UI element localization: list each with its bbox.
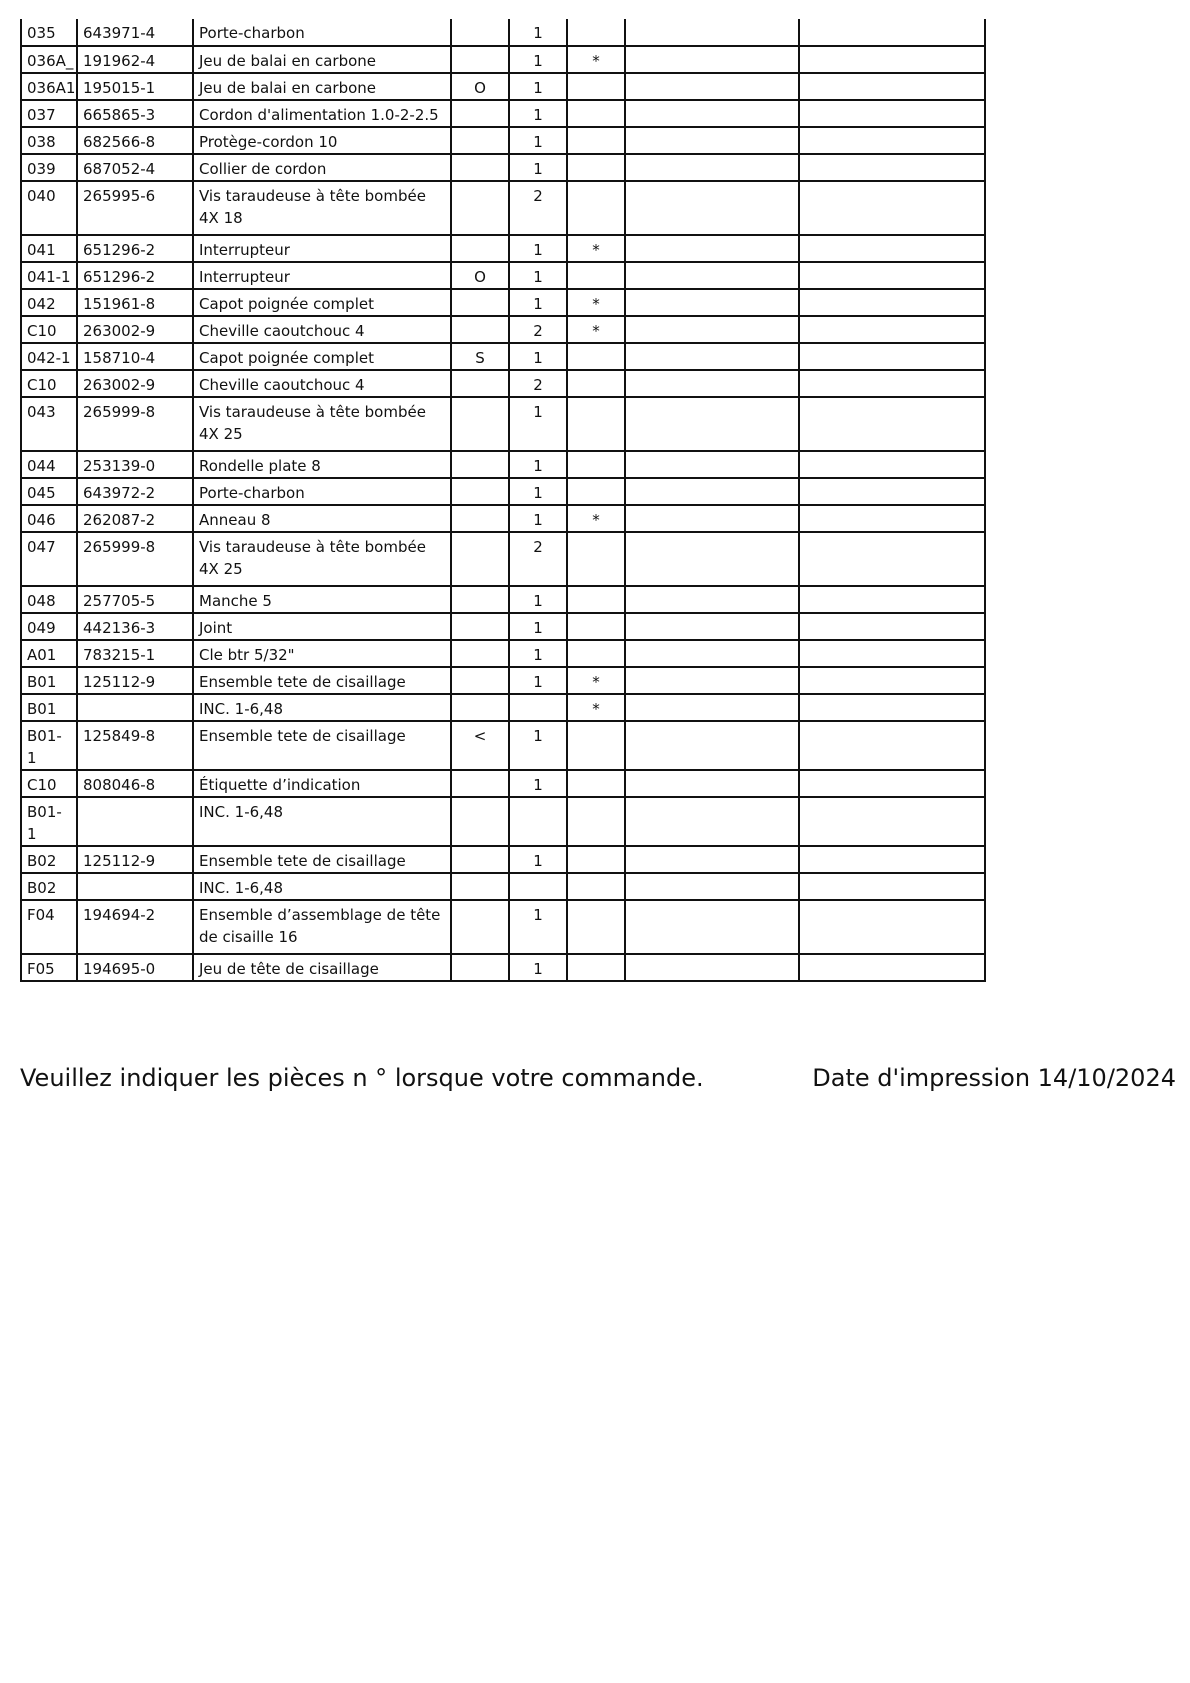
part-description: Ensemble d’assemblage de tête de cisaille 16 (193, 900, 451, 954)
note-mark (567, 954, 625, 981)
part-flag (451, 451, 509, 478)
part-description: Ensemble tete de cisaillage (193, 721, 451, 770)
item-number: C10 (21, 370, 77, 397)
part-flag (451, 873, 509, 900)
item-number: A01 (21, 640, 77, 667)
blank-cell (799, 770, 985, 797)
table-row (21, 667, 985, 694)
item-number: 042-1 (21, 343, 77, 370)
part-flag (451, 370, 509, 397)
part-description: Capot poignée complet (193, 343, 451, 370)
item-number: 041 (21, 235, 77, 262)
blank-cell (625, 316, 799, 343)
quantity: 1 (509, 100, 567, 127)
part-number: 687052-4 (77, 154, 193, 181)
blank-cell (799, 19, 985, 46)
quantity (509, 797, 567, 846)
part-flag (451, 694, 509, 721)
note-mark (567, 846, 625, 873)
quantity: 1 (509, 667, 567, 694)
part-number: 125112-9 (77, 846, 193, 873)
note-mark (567, 586, 625, 613)
note-mark: * (567, 235, 625, 262)
part-description: Jeu de balai en carbone (193, 46, 451, 73)
blank-cell (799, 289, 985, 316)
part-number: 253139-0 (77, 451, 193, 478)
note-mark: * (567, 694, 625, 721)
item-number: 039 (21, 154, 77, 181)
quantity: 1 (509, 478, 567, 505)
part-flag (451, 667, 509, 694)
quantity (509, 694, 567, 721)
part-number (77, 873, 193, 900)
blank-cell (799, 873, 985, 900)
blank-cell (625, 667, 799, 694)
note-mark (567, 873, 625, 900)
quantity: 1 (509, 640, 567, 667)
note-mark (567, 343, 625, 370)
part-flag (451, 613, 509, 640)
item-number: 046 (21, 505, 77, 532)
item-number: 043 (21, 397, 77, 451)
blank-cell (799, 181, 985, 235)
table-row (21, 316, 985, 343)
item-number: B02 (21, 873, 77, 900)
table-row (21, 46, 985, 73)
table-row (21, 73, 985, 100)
table-row (21, 846, 985, 873)
part-flag (451, 235, 509, 262)
blank-cell (625, 478, 799, 505)
part-description: Protège-cordon 10 (193, 127, 451, 154)
quantity: 2 (509, 316, 567, 343)
blank-cell (799, 46, 985, 73)
part-description: Porte-charbon (193, 478, 451, 505)
table-row (21, 262, 985, 289)
item-number: B01-1 (21, 721, 77, 770)
quantity (509, 873, 567, 900)
part-number: 665865-3 (77, 100, 193, 127)
part-number: 262087-2 (77, 505, 193, 532)
quantity: 1 (509, 900, 567, 954)
part-flag (451, 640, 509, 667)
part-description: Interrupteur (193, 235, 451, 262)
parts-table (20, 19, 986, 982)
blank-cell (799, 397, 985, 451)
table-row (21, 478, 985, 505)
table-row (21, 343, 985, 370)
part-flag: < (451, 721, 509, 770)
quantity: 1 (509, 505, 567, 532)
note-mark (567, 770, 625, 797)
quantity: 1 (509, 262, 567, 289)
blank-cell (625, 181, 799, 235)
part-number (77, 797, 193, 846)
part-description: INC. 1-6,48 (193, 797, 451, 846)
quantity: 1 (509, 451, 567, 478)
item-number: 044 (21, 451, 77, 478)
item-number: 042 (21, 289, 77, 316)
note-mark (567, 397, 625, 451)
table-row (21, 797, 985, 846)
part-flag (451, 586, 509, 613)
part-flag (451, 19, 509, 46)
table-row (21, 19, 985, 46)
blank-cell (625, 370, 799, 397)
blank-cell (799, 667, 985, 694)
item-number: B01 (21, 694, 77, 721)
blank-cell (625, 797, 799, 846)
blank-cell (625, 505, 799, 532)
note-mark: * (567, 505, 625, 532)
part-description: Vis taraudeuse à tête bombée 4X 25 (193, 532, 451, 586)
part-flag (451, 154, 509, 181)
blank-cell (799, 235, 985, 262)
blank-cell (799, 613, 985, 640)
part-description: Cheville caoutchouc 4 (193, 316, 451, 343)
table-row (21, 235, 985, 262)
part-flag (451, 797, 509, 846)
part-number: 194694-2 (77, 900, 193, 954)
quantity: 1 (509, 289, 567, 316)
blank-cell (799, 797, 985, 846)
note-mark (567, 127, 625, 154)
note-mark (567, 19, 625, 46)
quantity: 1 (509, 127, 567, 154)
table-row (21, 505, 985, 532)
part-description: Ensemble tete de cisaillage (193, 667, 451, 694)
part-number: 195015-1 (77, 73, 193, 100)
blank-cell (625, 289, 799, 316)
blank-cell (625, 100, 799, 127)
table-row (21, 181, 985, 235)
item-number: 037 (21, 100, 77, 127)
blank-cell (625, 586, 799, 613)
part-number: 643971-4 (77, 19, 193, 46)
note-mark (567, 100, 625, 127)
note-mark (567, 797, 625, 846)
item-number: 048 (21, 586, 77, 613)
blank-cell (799, 262, 985, 289)
blank-cell (799, 846, 985, 873)
blank-cell (799, 954, 985, 981)
quantity: 1 (509, 613, 567, 640)
part-flag (451, 900, 509, 954)
part-flag (451, 954, 509, 981)
note-mark (567, 451, 625, 478)
table-row (21, 873, 985, 900)
note-mark (567, 262, 625, 289)
part-number: 808046-8 (77, 770, 193, 797)
part-description: Jeu de balai en carbone (193, 73, 451, 100)
part-number: 263002-9 (77, 316, 193, 343)
part-flag (451, 397, 509, 451)
blank-cell (799, 900, 985, 954)
table-row (21, 451, 985, 478)
blank-cell (625, 770, 799, 797)
blank-cell (625, 154, 799, 181)
part-description: Anneau 8 (193, 505, 451, 532)
part-number: 263002-9 (77, 370, 193, 397)
note-mark: * (567, 289, 625, 316)
table-row (21, 154, 985, 181)
blank-cell (799, 451, 985, 478)
quantity: 1 (509, 397, 567, 451)
part-flag (451, 127, 509, 154)
part-number: 265995-6 (77, 181, 193, 235)
item-number: 040 (21, 181, 77, 235)
quantity: 1 (509, 770, 567, 797)
note-mark (567, 640, 625, 667)
blank-cell (625, 694, 799, 721)
blank-cell (625, 954, 799, 981)
blank-cell (799, 370, 985, 397)
part-flag (451, 100, 509, 127)
blank-cell (625, 127, 799, 154)
item-number: 049 (21, 613, 77, 640)
blank-cell (625, 73, 799, 100)
table-row (21, 954, 985, 981)
quantity: 1 (509, 46, 567, 73)
part-flag (451, 46, 509, 73)
part-number: 191962-4 (77, 46, 193, 73)
blank-cell (799, 586, 985, 613)
blank-cell (799, 505, 985, 532)
print-date: Date d'impression 14/10/2024 (812, 1064, 1176, 1092)
note-mark (567, 478, 625, 505)
table-row (21, 127, 985, 154)
note-mark (567, 613, 625, 640)
item-number: 036A_ (21, 46, 77, 73)
blank-cell (625, 846, 799, 873)
blank-cell (799, 721, 985, 770)
note-mark (567, 532, 625, 586)
part-number: 194695-0 (77, 954, 193, 981)
quantity: 2 (509, 532, 567, 586)
item-number: 036A1 (21, 73, 77, 100)
table-row (21, 370, 985, 397)
blank-cell (799, 100, 985, 127)
blank-cell (799, 154, 985, 181)
note-mark: * (567, 667, 625, 694)
quantity: 1 (509, 846, 567, 873)
part-number: 265999-8 (77, 532, 193, 586)
table-row (21, 721, 985, 770)
part-number (77, 694, 193, 721)
part-flag (451, 478, 509, 505)
part-flag: O (451, 73, 509, 100)
note-mark (567, 370, 625, 397)
part-description: Interrupteur (193, 262, 451, 289)
part-description: Cordon d'alimentation 1.0-2-2.5 (193, 100, 451, 127)
table-row (21, 900, 985, 954)
blank-cell (799, 478, 985, 505)
note-mark (567, 154, 625, 181)
blank-cell (625, 532, 799, 586)
blank-cell (625, 46, 799, 73)
part-number: 265999-8 (77, 397, 193, 451)
part-description: Jeu de tête de cisaillage (193, 954, 451, 981)
blank-cell (799, 73, 985, 100)
part-number: 651296-2 (77, 262, 193, 289)
table-row (21, 100, 985, 127)
part-number: 125112-9 (77, 667, 193, 694)
item-number: F05 (21, 954, 77, 981)
quantity: 1 (509, 343, 567, 370)
table-row (21, 613, 985, 640)
part-flag: O (451, 262, 509, 289)
note-mark: * (567, 46, 625, 73)
note-mark (567, 181, 625, 235)
quantity: 2 (509, 181, 567, 235)
item-number: B01 (21, 667, 77, 694)
item-number: 035 (21, 19, 77, 46)
item-number: F04 (21, 900, 77, 954)
order-instruction: Veuillez indiquer les pièces n ° lorsque votre commande. (20, 1064, 704, 1092)
blank-cell (799, 694, 985, 721)
table-row (21, 770, 985, 797)
table-row (21, 694, 985, 721)
note-mark (567, 721, 625, 770)
part-flag (451, 505, 509, 532)
part-description: Collier de cordon (193, 154, 451, 181)
blank-cell (625, 613, 799, 640)
part-number: 682566-8 (77, 127, 193, 154)
part-number: 151961-8 (77, 289, 193, 316)
blank-cell (625, 721, 799, 770)
part-flag: S (451, 343, 509, 370)
part-description: Cheville caoutchouc 4 (193, 370, 451, 397)
quantity: 1 (509, 73, 567, 100)
part-description: Étiquette d’indication (193, 770, 451, 797)
part-description: Cle btr 5/32" (193, 640, 451, 667)
table-row (21, 586, 985, 613)
blank-cell (625, 343, 799, 370)
item-number: 045 (21, 478, 77, 505)
part-number: 783215-1 (77, 640, 193, 667)
table-row (21, 532, 985, 586)
quantity: 1 (509, 154, 567, 181)
blank-cell (799, 532, 985, 586)
part-description: Joint (193, 613, 451, 640)
note-mark (567, 73, 625, 100)
part-number: 158710-4 (77, 343, 193, 370)
blank-cell (625, 451, 799, 478)
note-mark (567, 900, 625, 954)
table-row (21, 640, 985, 667)
item-number: 041-1 (21, 262, 77, 289)
part-flag (451, 316, 509, 343)
blank-cell (799, 127, 985, 154)
blank-cell (625, 900, 799, 954)
blank-cell (799, 316, 985, 343)
blank-cell (625, 235, 799, 262)
part-description: Porte-charbon (193, 19, 451, 46)
blank-cell (625, 397, 799, 451)
quantity: 1 (509, 586, 567, 613)
part-flag (451, 289, 509, 316)
part-number: 651296-2 (77, 235, 193, 262)
part-description: Capot poignée complet (193, 289, 451, 316)
quantity: 1 (509, 235, 567, 262)
part-description: Ensemble tete de cisaillage (193, 846, 451, 873)
part-description: Rondelle plate 8 (193, 451, 451, 478)
table-row (21, 289, 985, 316)
blank-cell (625, 19, 799, 46)
item-number: 038 (21, 127, 77, 154)
blank-cell (799, 343, 985, 370)
blank-cell (625, 262, 799, 289)
blank-cell (625, 873, 799, 900)
part-description: Vis taraudeuse à tête bombée 4X 18 (193, 181, 451, 235)
part-number: 643972-2 (77, 478, 193, 505)
blank-cell (799, 640, 985, 667)
quantity: 2 (509, 370, 567, 397)
part-flag (451, 770, 509, 797)
part-flag (451, 846, 509, 873)
part-number: 125849-8 (77, 721, 193, 770)
item-number: C10 (21, 316, 77, 343)
part-description: Manche 5 (193, 586, 451, 613)
item-number: 047 (21, 532, 77, 586)
item-number: C10 (21, 770, 77, 797)
part-number: 442136-3 (77, 613, 193, 640)
part-flag (451, 532, 509, 586)
part-number: 257705-5 (77, 586, 193, 613)
item-number: B01-1 (21, 797, 77, 846)
part-description: INC. 1-6,48 (193, 694, 451, 721)
table-row (21, 397, 985, 451)
note-mark: * (567, 316, 625, 343)
parts-table-body (21, 19, 985, 981)
quantity: 1 (509, 19, 567, 46)
part-description: Vis taraudeuse à tête bombée 4X 25 (193, 397, 451, 451)
quantity: 1 (509, 954, 567, 981)
item-number: B02 (21, 846, 77, 873)
part-description: INC. 1-6,48 (193, 873, 451, 900)
blank-cell (625, 640, 799, 667)
quantity: 1 (509, 721, 567, 770)
part-flag (451, 181, 509, 235)
